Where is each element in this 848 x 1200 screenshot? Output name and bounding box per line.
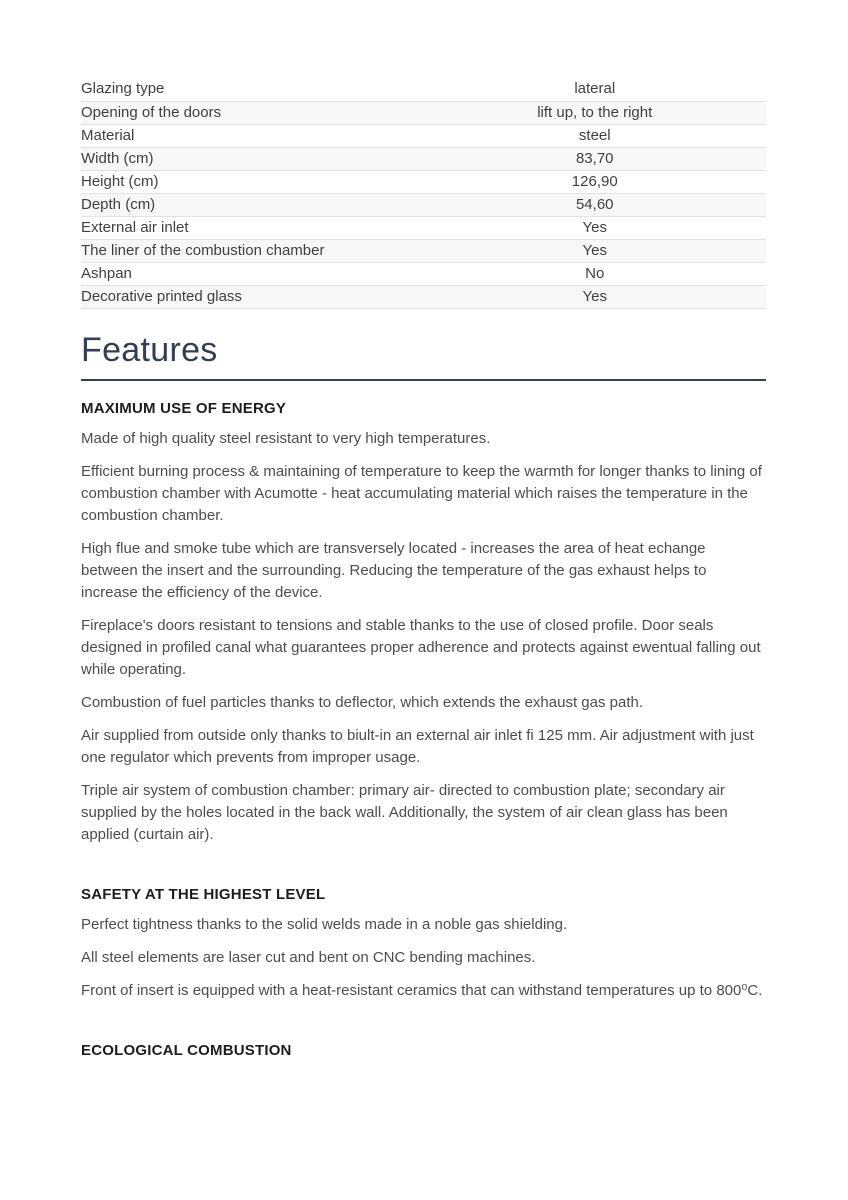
- feature-paragraph: Perfect tightness thanks to the solid welds made in a noble gas shielding.: [81, 915, 568, 933]
- spec-label: Opening of the doors: [81, 101, 424, 124]
- feature-paragraph: Made of high quality steel resistant to very high temperatures.: [81, 429, 491, 447]
- spec-label: Ashpan: [81, 262, 424, 285]
- spec-label: Decorative printed glass: [81, 285, 424, 308]
- spec-row-glazing-type: [81, 78, 766, 101]
- spec-row-depth: [81, 193, 766, 216]
- spec-label: Depth (cm): [81, 193, 424, 216]
- feature-paragraph: Efficient burning process & maintaining of temperature to keep the warmth for longer thanks to lining of combustion chamber with Acumotte - heat accumulating material which raises the temperature in the combustion chamber.: [81, 462, 762, 524]
- spec-row-external-air-inlet: [81, 216, 766, 239]
- feature-paragraph: Triple air system of combustion chamber: primary air- directed to combustion plate; secondary air supplied by the holes located in the back wall. Additionally, the system of air clean glass has been applied (curtain air).: [81, 781, 728, 843]
- spec-label: Material: [81, 124, 424, 147]
- spec-value: 83,70: [424, 147, 767, 170]
- section-heading: MAXIMUM USE OF ENERGY: [81, 399, 287, 417]
- spec-label: Glazing type: [81, 78, 424, 101]
- spec-value: 126,90: [424, 170, 767, 193]
- section-heading: SAFETY AT THE HIGHEST LEVEL: [81, 885, 326, 903]
- spec-row-combustion-chamber-liner: [81, 239, 766, 262]
- spec-value: No: [424, 262, 767, 285]
- section-ecological-combustion: [81, 1042, 766, 1059]
- feature-paragraph: Front of insert is equipped with a heat-resistant ceramics that can withstand temperatures up to 800⁰C.: [81, 981, 763, 999]
- spec-value: 54,60: [424, 193, 767, 216]
- spec-value: Yes: [424, 216, 767, 239]
- feature-paragraph: High flue and smoke tube which are transversely located - increases the area of heat echange between the insert and the surrounding. Reducing the temperature of the gas exhaust helps to increase the efficiency of the device.: [81, 539, 707, 601]
- feature-paragraph: Combustion of fuel particles thanks to deflector, which extends the exhaust gas path.: [81, 693, 643, 711]
- spec-row-decorative-printed-glass: [81, 285, 766, 308]
- spec-value: Yes: [424, 285, 767, 308]
- spec-row-material: [81, 124, 766, 147]
- features-title: Features: [81, 330, 218, 369]
- section-heading: ECOLOGICAL COMBUSTION: [81, 1041, 292, 1059]
- spec-row-width: [81, 147, 766, 170]
- spec-row-ashpan: [81, 262, 766, 285]
- spec-label: The liner of the combustion chamber: [81, 239, 424, 262]
- section-maximum-use-of-energy: [81, 400, 766, 846]
- spec-value: lateral: [424, 78, 767, 101]
- spec-label: Height (cm): [81, 170, 424, 193]
- feature-paragraph: Fireplace's doors resistant to tensions and stable thanks to the use of closed profile. Door seals designed in profiled canal what guarantees proper adherence and protects against ewentual falling out while operating.: [81, 616, 761, 678]
- section-safety-at-the-highest-level: [81, 886, 766, 1002]
- spec-table: [81, 78, 766, 309]
- spec-value: Yes: [424, 239, 767, 262]
- feature-paragraph: Air supplied from outside only thanks to biult-in an external air inlet fi 125 mm. Air adjustment with just one regulator which prevents from improper usage.: [81, 726, 754, 766]
- spec-value: steel: [424, 124, 767, 147]
- spec-row-height: [81, 170, 766, 193]
- spec-row-opening-of-doors: [81, 101, 766, 124]
- spec-label: Width (cm): [81, 147, 424, 170]
- spec-label: External air inlet: [81, 216, 424, 239]
- features-divider: [81, 379, 766, 381]
- spec-value: lift up, to the right: [424, 101, 767, 124]
- feature-paragraph: All steel elements are laser cut and bent on CNC bending machines.: [81, 948, 536, 966]
